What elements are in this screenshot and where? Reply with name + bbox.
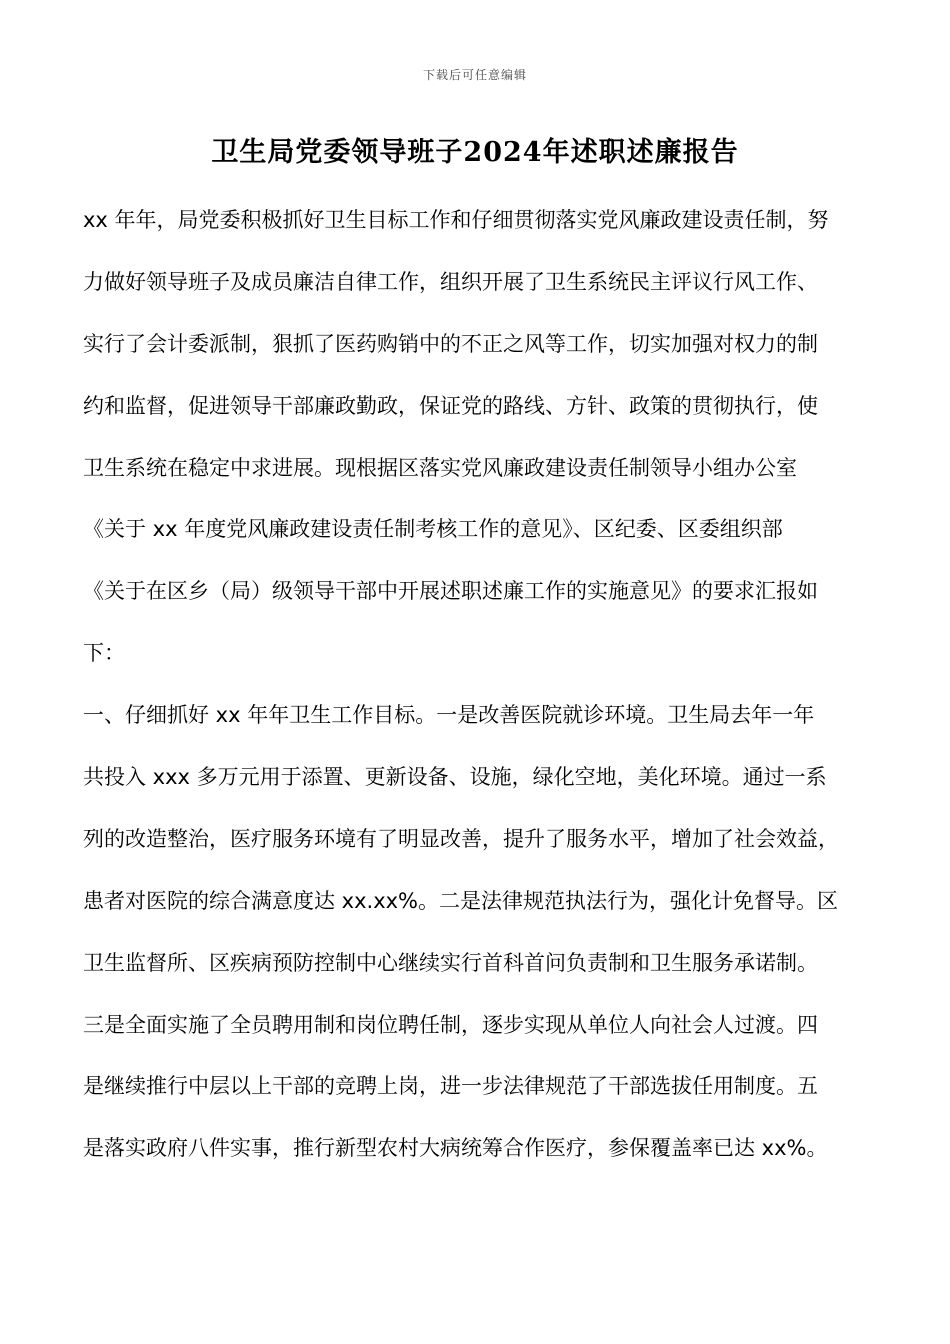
document-title: 卫生局党委领导班子2024年述职述廉报告 [211, 137, 739, 168]
body-line: 下： [83, 641, 125, 666]
body-line: 列的改造整治，医疗服务环境有了明显改善，提升了服务水平，增加了社会效益， [83, 826, 839, 851]
body-line: 卫生监督所、区疾病预防控制中心继续实行首科首问负责制和卫生服务承诺制。 [83, 950, 818, 975]
body-line: 约和监督，促进领导干部廉政勤政，保证党的路线、方针、政策的贯彻执行，使 [83, 393, 818, 418]
body-line: 患者对医院的综合满意度达 xx.xx%。二是法律规范执法行为，强化计免督导。区 [83, 888, 839, 913]
body-line: xx 年年，局党委积极抓好卫生目标工作和仔细贯彻落实党风廉政建设责任制，努 [83, 208, 829, 232]
body-line: 是落实政府八件实事，推行新型农村大病统筹合作医疗，参保覆盖率已达 xx%。 [83, 1136, 828, 1161]
header-note: 下载后可任意编辑 [422, 68, 527, 82]
document-body [83, 190, 878, 1180]
body-line: 一、仔细抓好 xx 年年卫生工作目标。一是改善医院就诊环境。卫生局去年一年 [83, 703, 815, 728]
body-line: 《关于在区乡（局）级领导干部中开展述职述廉工作的实施意见》的要求汇报如 [83, 579, 818, 604]
body-line: 实行了会计委派制，狠抓了医药购销中的不正之风等工作，切实加强对权力的制 [83, 331, 818, 356]
body-line: 三是全面实施了全员聘用制和岗位聘任制，逐步实现从单位人向社会人过渡。四 [83, 1012, 818, 1037]
body-line: 力做好领导班子及成员廉洁自律工作，组织开展了卫生系统民主评议行风工作、 [83, 269, 818, 294]
body-line: 共投入 xxx 多万元用于添置、更新设备、设施，绿化空地，美化环境。通过一系 [83, 765, 827, 790]
body-line: 卫生系统在稳定中求进展。现根据区落实党风廉政建设责任制领导小组办公室 [83, 455, 797, 480]
body-line: 《关于 xx 年度党风廉政建设责任制考核工作的意见》、区纪委、区委组织部 [83, 517, 783, 542]
body-line: 是继续推行中层以上干部的竞聘上岗，进一步法律规范了干部选拔任用制度。五 [83, 1074, 818, 1099]
